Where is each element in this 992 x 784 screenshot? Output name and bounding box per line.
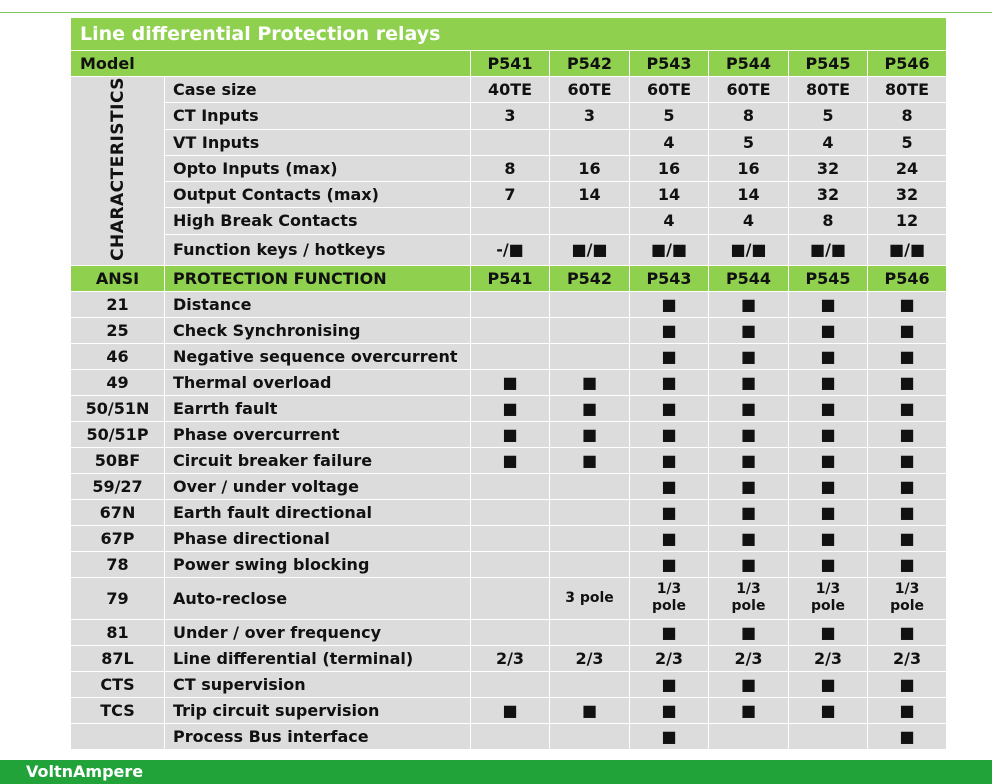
protection-support-cell: ■ (868, 473, 947, 499)
protection-support-cell (471, 473, 550, 499)
characteristic-row (71, 129, 947, 155)
protection-row (71, 551, 947, 577)
protection-support-cell: ■ (550, 447, 630, 473)
protection-function-name: Earth fault directional (165, 499, 471, 525)
protection-support-cell: ■ (471, 395, 550, 421)
protection-support-cell (471, 723, 550, 749)
relay-comparison-table-container (70, 17, 946, 750)
protection-support-cell: 2/3 (789, 645, 868, 671)
characteristic-value: 32 (868, 182, 947, 208)
protection-support-cell: ■ (709, 317, 789, 343)
characteristic-value: -/■ (471, 234, 550, 265)
protection-support-cell: ■ (550, 395, 630, 421)
characteristic-value: 8 (789, 208, 868, 234)
characteristic-name: Case size (165, 77, 471, 103)
protection-support-cell: ■ (709, 291, 789, 317)
protection-support-cell: ■ (709, 369, 789, 395)
protection-support-cell: ■ (709, 447, 789, 473)
model-header-cell: P546 (868, 265, 947, 291)
characteristic-value: 4 (789, 129, 868, 155)
protection-row (71, 317, 947, 343)
protection-support-cell: ■ (868, 343, 947, 369)
protection-support-cell: ■ (789, 447, 868, 473)
protection-support-cell: 2/3 (709, 645, 789, 671)
ansi-code: 67N (71, 499, 165, 525)
characteristic-row (71, 234, 947, 265)
characteristic-value: 14 (550, 182, 630, 208)
relay-comparison-table (70, 17, 947, 750)
protection-support-cell: ■ (789, 551, 868, 577)
protection-function-name: Process Bus interface (165, 723, 471, 749)
model-header-cell: P545 (789, 51, 868, 77)
model-header-cell: P541 (471, 51, 550, 77)
characteristics-label-text: CHARACTERISTICS (107, 77, 128, 261)
ansi-code: 50/51N (71, 395, 165, 421)
protection-function-name: Phase overcurrent (165, 421, 471, 447)
protection-support-cell: ■ (868, 291, 947, 317)
protection-support-cell: ■ (630, 619, 709, 645)
protection-support-cell: ■ (630, 291, 709, 317)
table-body (71, 18, 947, 750)
table-title: Line differential Protection relays (71, 18, 947, 51)
protection-support-cell (550, 723, 630, 749)
protection-function-name: Phase directional (165, 525, 471, 551)
model-header-cell: P544 (709, 265, 789, 291)
characteristic-name: Opto Inputs (max) (165, 155, 471, 181)
protection-support-cell: ■ (709, 421, 789, 447)
characteristic-value: ■/■ (789, 234, 868, 265)
characteristic-value: 60TE (709, 77, 789, 103)
protection-support-cell: ■ (789, 671, 868, 697)
protection-support-cell: ■ (868, 447, 947, 473)
characteristic-value: 60TE (550, 77, 630, 103)
characteristic-value: 60TE (630, 77, 709, 103)
protection-support-cell: ■ (550, 697, 630, 723)
protection-row (71, 619, 947, 645)
protection-support-cell: ■ (471, 697, 550, 723)
characteristic-value: 14 (630, 182, 709, 208)
top-divider-line (0, 12, 992, 13)
protection-support-cell: 2/3 (550, 645, 630, 671)
protection-support-cell: 2/3 (868, 645, 947, 671)
protection-support-cell: 1/3 pole (709, 577, 789, 619)
protection-support-cell: ■ (630, 447, 709, 473)
protection-function-name: Circuit breaker failure (165, 447, 471, 473)
protection-row (71, 447, 947, 473)
protection-support-cell: ■ (868, 421, 947, 447)
protection-support-cell: ■ (868, 619, 947, 645)
characteristic-value: 8 (471, 155, 550, 181)
protection-function-name: Power swing blocking (165, 551, 471, 577)
model-label: Model (71, 51, 471, 77)
characteristic-value: 24 (868, 155, 947, 181)
protection-support-cell (789, 723, 868, 749)
protection-support-cell: ■ (868, 671, 947, 697)
protection-row (71, 499, 947, 525)
characteristic-row (71, 182, 947, 208)
ansi-code: TCS (71, 697, 165, 723)
characteristic-name: High Break Contacts (165, 208, 471, 234)
protection-function-name: Thermal overload (165, 369, 471, 395)
protection-support-cell: ■ (868, 697, 947, 723)
ansi-code: 59/27 (71, 473, 165, 499)
protection-function-name: Under / over frequency (165, 619, 471, 645)
characteristic-value: 80TE (868, 77, 947, 103)
characteristic-value: 32 (789, 155, 868, 181)
model-header-cell: P541 (471, 265, 550, 291)
characteristic-row (71, 208, 947, 234)
characteristic-name: VT Inputs (165, 129, 471, 155)
protection-row (71, 369, 947, 395)
protection-support-cell: ■ (789, 499, 868, 525)
characteristic-value: 12 (868, 208, 947, 234)
protection-support-cell: ■ (789, 317, 868, 343)
ansi-code: 21 (71, 291, 165, 317)
protection-support-cell (709, 723, 789, 749)
model-header-cell: P544 (709, 51, 789, 77)
characteristic-value: 14 (709, 182, 789, 208)
protection-support-cell (550, 343, 630, 369)
characteristic-value: 3 (471, 103, 550, 129)
ansi-code: CTS (71, 671, 165, 697)
protection-support-cell: 2/3 (471, 645, 550, 671)
ansi-code: 49 (71, 369, 165, 395)
characteristic-name: Output Contacts (max) (165, 182, 471, 208)
protection-support-cell: ■ (630, 369, 709, 395)
protection-row (71, 525, 947, 551)
protection-support-cell: ■ (789, 697, 868, 723)
characteristic-value: 80TE (789, 77, 868, 103)
ansi-header: ANSI (71, 265, 165, 291)
protection-support-cell: ■ (709, 619, 789, 645)
protection-support-cell: ■ (868, 369, 947, 395)
protection-function-name: Line differential (terminal) (165, 645, 471, 671)
protection-row (71, 395, 947, 421)
protection-support-cell (471, 291, 550, 317)
protection-support-cell (471, 551, 550, 577)
model-header-cell: P545 (789, 265, 868, 291)
model-header-cell: P543 (630, 265, 709, 291)
characteristic-value: 16 (550, 155, 630, 181)
protection-support-cell (550, 499, 630, 525)
protection-support-cell: ■ (630, 473, 709, 499)
protection-support-cell: ■ (789, 525, 868, 551)
protection-support-cell: ■ (789, 369, 868, 395)
protection-row (71, 645, 947, 671)
ansi-code (71, 723, 165, 749)
protection-row (71, 473, 947, 499)
protection-row (71, 343, 947, 369)
protection-support-cell: ■ (630, 551, 709, 577)
characteristic-value (471, 208, 550, 234)
protection-function-name: Distance (165, 291, 471, 317)
protection-support-cell: ■ (709, 499, 789, 525)
characteristic-value: 4 (709, 208, 789, 234)
characteristic-value: 3 (550, 103, 630, 129)
protection-support-cell: ■ (630, 499, 709, 525)
protection-support-cell (471, 317, 550, 343)
protection-support-cell: 3 pole (550, 577, 630, 619)
protection-support-cell: 2/3 (630, 645, 709, 671)
characteristic-value: ■/■ (709, 234, 789, 265)
characteristic-name: Function keys / hotkeys (165, 234, 471, 265)
characteristic-name: CT Inputs (165, 103, 471, 129)
protection-support-cell (550, 671, 630, 697)
characteristic-value: ■/■ (550, 234, 630, 265)
characteristic-value: 5 (630, 103, 709, 129)
characteristic-value: 4 (630, 129, 709, 155)
characteristic-value: 40TE (471, 77, 550, 103)
characteristic-value: 7 (471, 182, 550, 208)
protection-support-cell (550, 317, 630, 343)
characteristic-value (550, 208, 630, 234)
protection-support-cell: ■ (868, 317, 947, 343)
protection-support-cell: ■ (789, 291, 868, 317)
characteristic-row (71, 77, 947, 103)
protection-support-cell: ■ (789, 619, 868, 645)
protection-support-cell: ■ (709, 343, 789, 369)
ansi-code: 87L (71, 645, 165, 671)
protection-support-cell: 1/3 pole (868, 577, 947, 619)
protection-row (71, 723, 947, 749)
characteristic-value: 5 (789, 103, 868, 129)
protection-support-cell (550, 619, 630, 645)
model-header-row (71, 51, 947, 77)
footer-brand: VoltnAmpere (0, 760, 992, 784)
protection-support-cell: 1/3 pole (630, 577, 709, 619)
protection-support-cell (471, 343, 550, 369)
ansi-code: 25 (71, 317, 165, 343)
characteristic-value: ■/■ (630, 234, 709, 265)
ansi-code: 50BF (71, 447, 165, 473)
protection-support-cell: ■ (709, 671, 789, 697)
characteristic-value: 16 (709, 155, 789, 181)
protection-function-name: Earrth fault (165, 395, 471, 421)
protection-row (71, 577, 947, 619)
protection-support-cell: ■ (630, 317, 709, 343)
protection-function-name: Check Synchronising (165, 317, 471, 343)
protection-support-cell (471, 619, 550, 645)
protection-function-name: Negative sequence overcurrent (165, 343, 471, 369)
protection-support-cell: ■ (550, 369, 630, 395)
protection-support-cell: ■ (630, 525, 709, 551)
protection-row (71, 291, 947, 317)
protection-support-cell: ■ (868, 723, 947, 749)
protection-header-row (71, 265, 947, 291)
characteristic-value (471, 129, 550, 155)
protection-support-cell (550, 291, 630, 317)
protection-support-cell (471, 671, 550, 697)
protection-support-cell: ■ (709, 473, 789, 499)
characteristic-value: 8 (868, 103, 947, 129)
protection-support-cell: ■ (789, 395, 868, 421)
protection-support-cell: 1/3 pole (789, 577, 868, 619)
model-header-cell: P542 (550, 265, 630, 291)
protection-support-cell: ■ (789, 343, 868, 369)
ansi-code: 46 (71, 343, 165, 369)
protection-support-cell: ■ (709, 551, 789, 577)
protection-function-name: Auto-reclose (165, 577, 471, 619)
protection-support-cell: ■ (630, 343, 709, 369)
ansi-code: 78 (71, 551, 165, 577)
ansi-code: 81 (71, 619, 165, 645)
protection-support-cell: ■ (630, 723, 709, 749)
protection-support-cell: ■ (630, 697, 709, 723)
protection-support-cell: ■ (471, 369, 550, 395)
protection-support-cell (471, 499, 550, 525)
protection-support-cell: ■ (709, 525, 789, 551)
protection-support-cell: ■ (868, 499, 947, 525)
protection-support-cell: ■ (868, 551, 947, 577)
title-row (71, 18, 947, 51)
characteristic-value: ■/■ (868, 234, 947, 265)
protection-support-cell: ■ (709, 697, 789, 723)
ansi-code: 67P (71, 525, 165, 551)
characteristics-group-label (71, 77, 165, 266)
characteristic-value (550, 129, 630, 155)
protection-function-header: PROTECTION FUNCTION (165, 265, 471, 291)
characteristic-row (71, 103, 947, 129)
protection-row (71, 671, 947, 697)
protection-row (71, 697, 947, 723)
protection-support-cell: ■ (630, 671, 709, 697)
protection-support-cell: ■ (868, 395, 947, 421)
model-header-cell: P543 (630, 51, 709, 77)
characteristic-value: 5 (709, 129, 789, 155)
protection-support-cell (471, 525, 550, 551)
protection-row (71, 421, 947, 447)
protection-function-name: CT supervision (165, 671, 471, 697)
protection-function-name: Trip circuit supervision (165, 697, 471, 723)
characteristic-value: 5 (868, 129, 947, 155)
ansi-code: 50/51P (71, 421, 165, 447)
model-header-cell: P542 (550, 51, 630, 77)
protection-support-cell: ■ (709, 395, 789, 421)
characteristic-row (71, 155, 947, 181)
protection-support-cell: ■ (789, 473, 868, 499)
characteristic-value: 32 (789, 182, 868, 208)
ansi-code: 79 (71, 577, 165, 619)
characteristic-value: 8 (709, 103, 789, 129)
protection-support-cell: ■ (471, 421, 550, 447)
protection-support-cell (550, 473, 630, 499)
protection-support-cell: ■ (471, 447, 550, 473)
protection-support-cell: ■ (868, 525, 947, 551)
protection-support-cell: ■ (550, 421, 630, 447)
characteristic-value: 4 (630, 208, 709, 234)
protection-support-cell: ■ (630, 395, 709, 421)
model-header-cell: P546 (868, 51, 947, 77)
characteristic-value: 16 (630, 155, 709, 181)
protection-support-cell: ■ (630, 421, 709, 447)
protection-function-name: Over / under voltage (165, 473, 471, 499)
protection-support-cell (471, 577, 550, 619)
protection-support-cell (550, 525, 630, 551)
protection-support-cell (550, 551, 630, 577)
protection-support-cell: ■ (789, 421, 868, 447)
